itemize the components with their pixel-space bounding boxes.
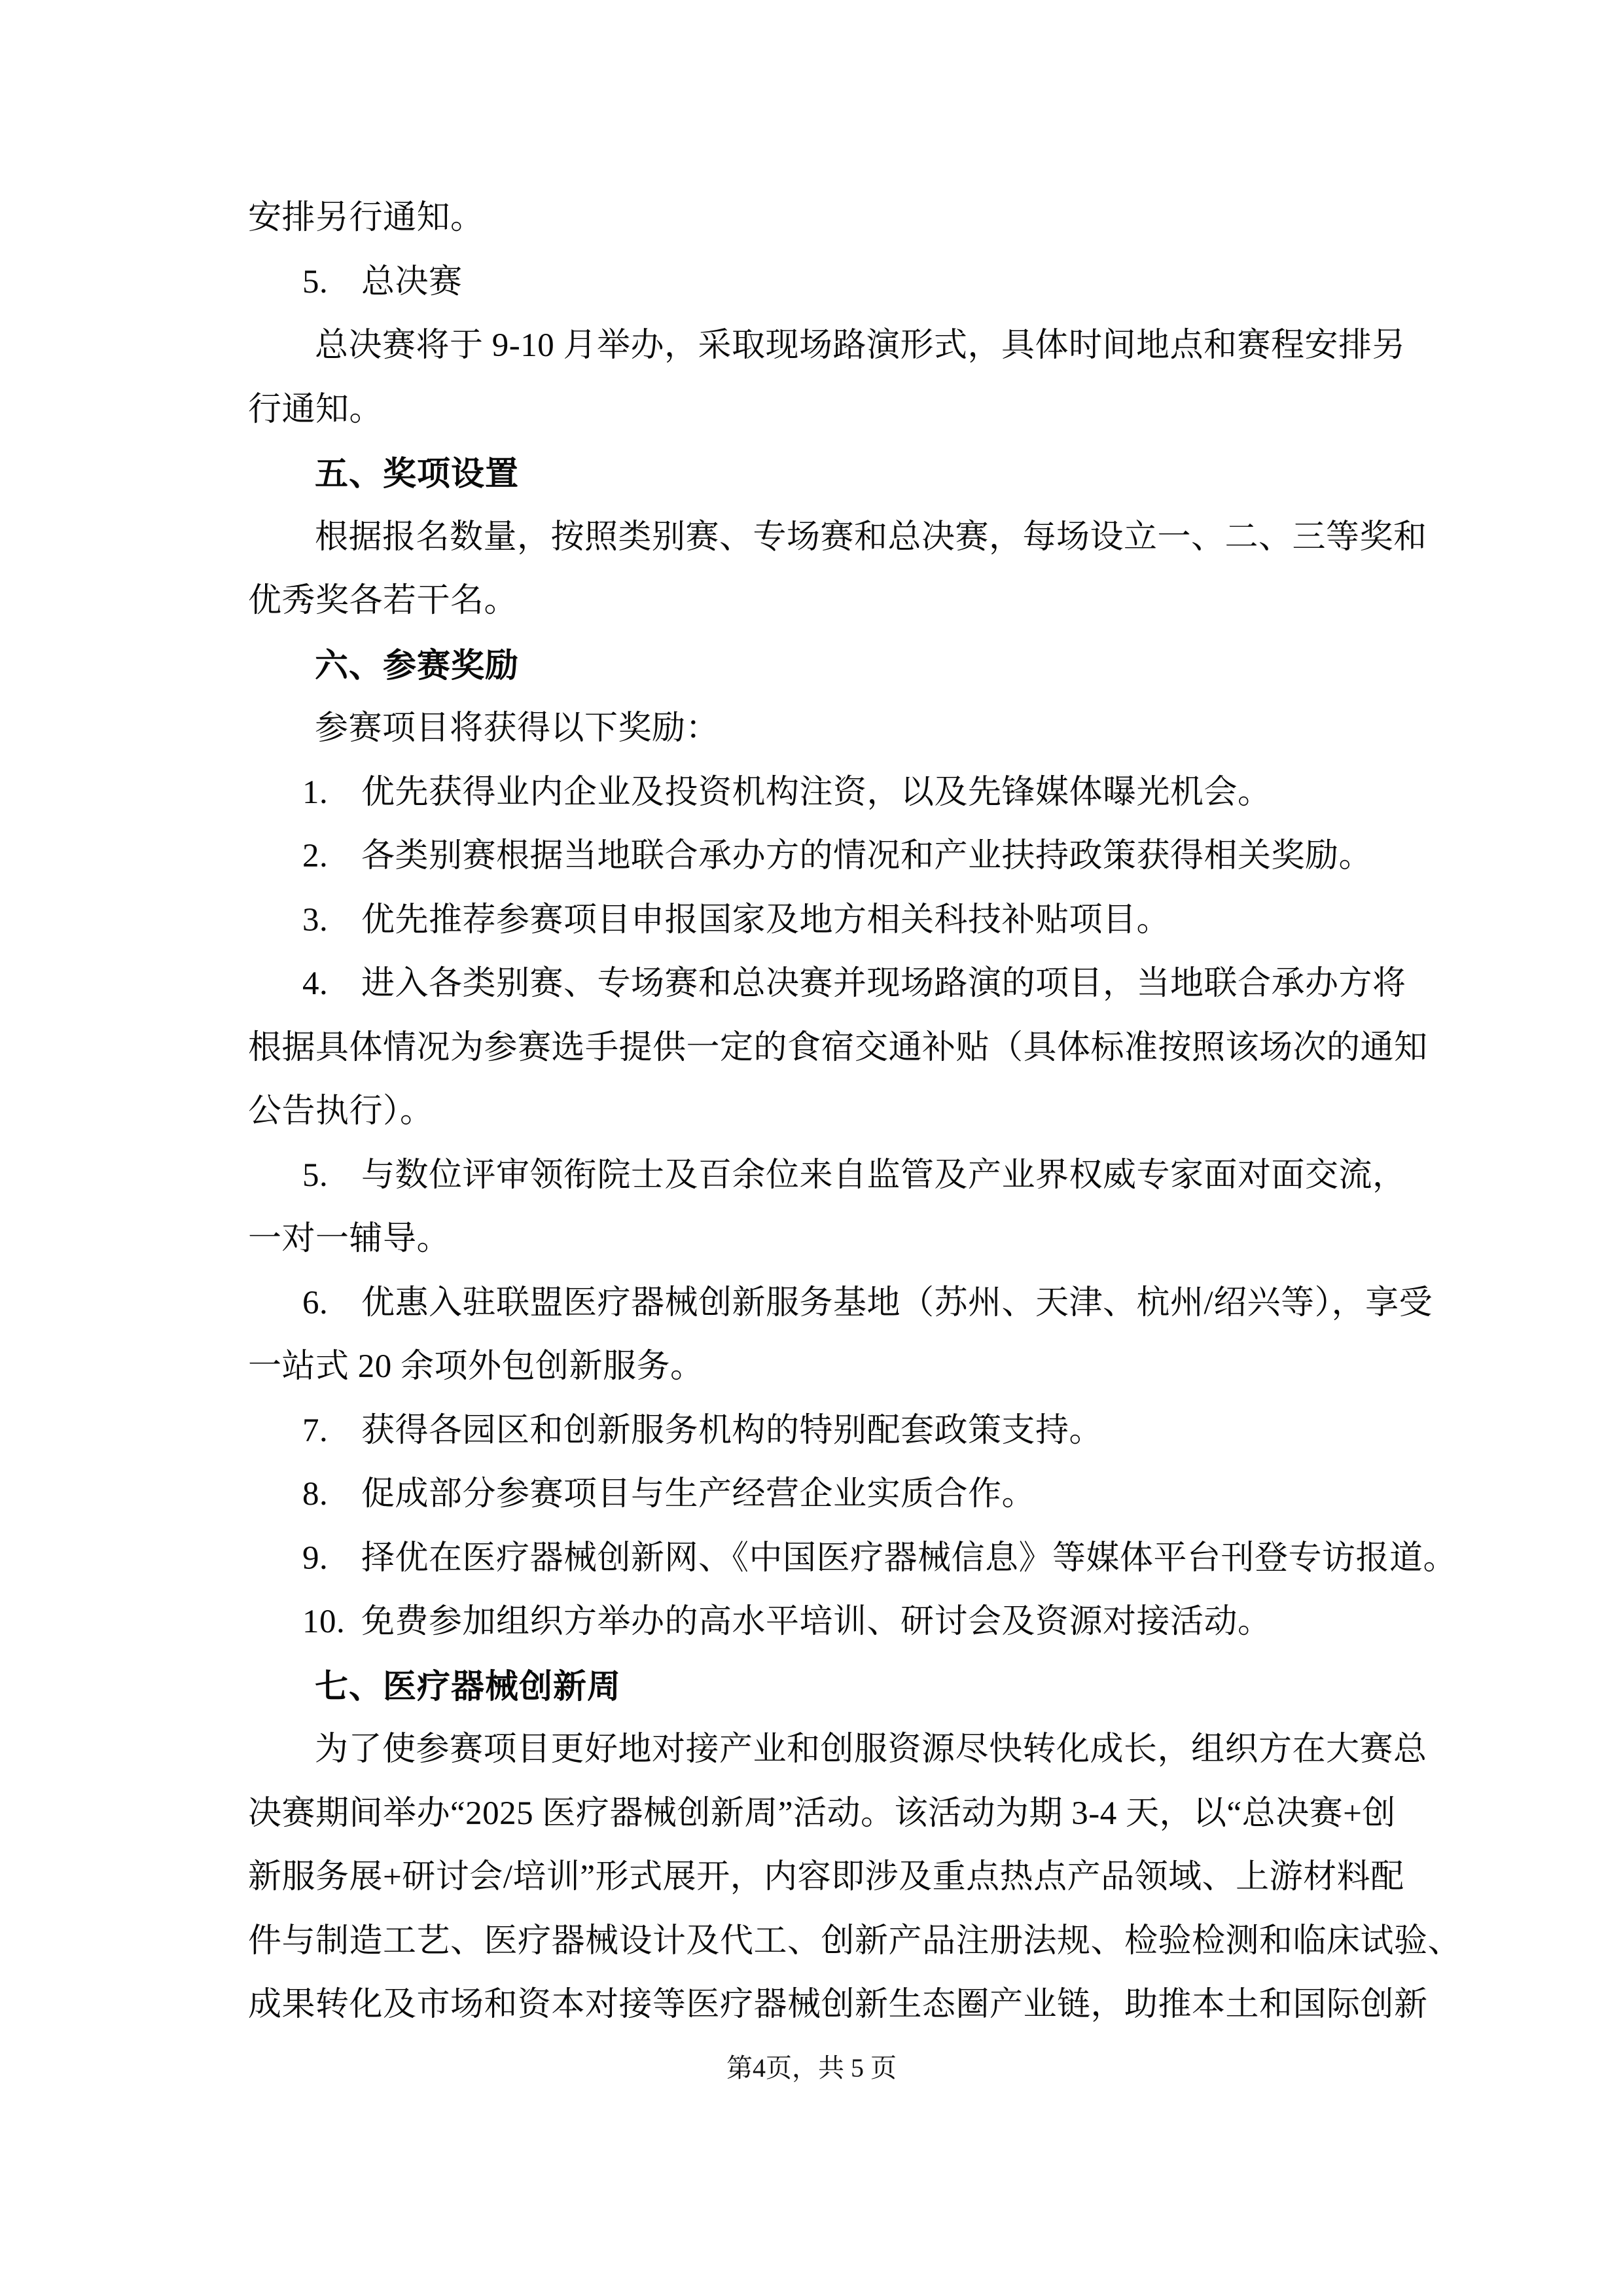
list-number: 10. — [302, 1604, 346, 1640]
list-number: 6. — [302, 1284, 329, 1321]
list-item-text: 优惠入驻联盟医疗器械创新服务基地（苏州、天津、杭州/绍兴等），享受 — [361, 1284, 1433, 1321]
list-item-line — [248, 1272, 1433, 1336]
list-number: 4. — [302, 965, 329, 1002]
list-number: 9. — [302, 1539, 329, 1577]
paragraph-first-line: 为了使参赛项目更好地对接产业和创服资源尽快转化成长，组织方在大赛总 — [315, 1731, 1427, 1768]
list-item-line — [248, 1590, 1387, 1655]
list-item-line — [248, 761, 1387, 825]
list-item-line — [248, 251, 1387, 315]
list-item-text: 免费参加组织方举办的高水平培训、研讨会及资源对接活动。 — [361, 1604, 1272, 1640]
text-line: 决赛期间举办“2025 医疗器械创新周”活动。该活动为期 3-4 天，以“总决赛+创 — [248, 1795, 1396, 1832]
list-item-line — [248, 952, 1406, 1016]
list-item-line — [248, 1144, 1406, 1208]
list-item-text: 优先获得业内企业及投资机构注资，以及先锋媒体曝光机会。 — [361, 774, 1272, 811]
text-line: 优秀奖各若干名。 — [248, 583, 518, 619]
text-line: 件与制造工艺、医疗器械设计及代工、创新产品注册法规、检验检测和临床试验、 — [248, 1922, 1462, 1960]
section-heading: 六、参赛奖励 — [315, 646, 520, 684]
list-item-text: 与数位评审领衔院士及百余位来自监管及产业界权威专家面对面交流， — [361, 1157, 1406, 1194]
list-item-text: 各类别赛根据当地联合承办方的情况和产业扶持政策获得相关奖励。 — [361, 838, 1373, 874]
text-line: 行通知。 — [248, 391, 383, 428]
page-footer — [0, 2047, 1623, 2085]
list-number: 5. — [302, 1157, 329, 1194]
list-item-text: 获得各园区和创新服务机构的特别配套政策支持。 — [361, 1412, 1103, 1449]
text-line: 公告执行）。 — [248, 1093, 434, 1130]
list-item-text: 择优在医疗器械创新网、《中国医疗器械信息》等媒体平台刊登专访报道。 — [361, 1539, 1457, 1577]
list-item-text: 进入各类别赛、专场赛和总决赛并现场路演的项目，当地联合承办方将 — [361, 965, 1406, 1002]
list-number: 8. — [302, 1476, 329, 1513]
text-line: 一站式 20 余项外包创新服务。 — [248, 1348, 704, 1385]
text-line: 新服务展+研讨会/培训”形式展开，内容即涉及重点热点产品领域、上游材料配 — [248, 1859, 1404, 1895]
page-number-text: 第4页，共 5 页 — [726, 2053, 897, 2083]
list-number: 5. — [302, 263, 329, 300]
paragraph-first-line: 总决赛将于 9-10 月举办，采取现场路演形式，具体时间地点和赛程安排另 — [315, 327, 1406, 364]
list-number: 3. — [302, 901, 329, 939]
list-item-line — [248, 1463, 1387, 1527]
list-number: 7. — [302, 1412, 329, 1449]
section-heading: 七、医疗器械创新周 — [315, 1667, 622, 1705]
list-number: 1. — [302, 774, 329, 811]
text-line: 成果转化及市场和资本对接等医疗器械创新生态圈产业链，助推本土和国际创新 — [248, 1986, 1428, 2023]
paragraph-first-line: 参赛项目将获得以下奖励： — [315, 710, 720, 747]
paragraph-first-line: 根据报名数量，按照类别赛、专场赛和总决赛，每场设立一、二、三等奖和 — [315, 518, 1427, 556]
list-item-line — [248, 1527, 1457, 1591]
list-item-text: 总决赛 — [361, 263, 463, 300]
text-line: 安排另行通知。 — [248, 200, 484, 236]
text-line: 根据具体情况为参赛选手提供一定的食宿交通补贴（具体标准按照该场次的通知 — [248, 1029, 1428, 1066]
list-item-line — [248, 825, 1387, 889]
list-number: 2. — [302, 838, 329, 874]
document-body — [248, 187, 1462, 2037]
list-item-line — [248, 889, 1387, 953]
list-item-text: 促成部分参赛项目与生产经营企业实质合作。 — [361, 1476, 1036, 1513]
section-heading: 五、奖项设置 — [315, 455, 520, 492]
list-item-line — [248, 1399, 1387, 1463]
list-item-text: 优先推荐参赛项目申报国家及地方相关科技补贴项目。 — [361, 901, 1171, 939]
text-line: 一对一辅导。 — [248, 1221, 451, 1257]
